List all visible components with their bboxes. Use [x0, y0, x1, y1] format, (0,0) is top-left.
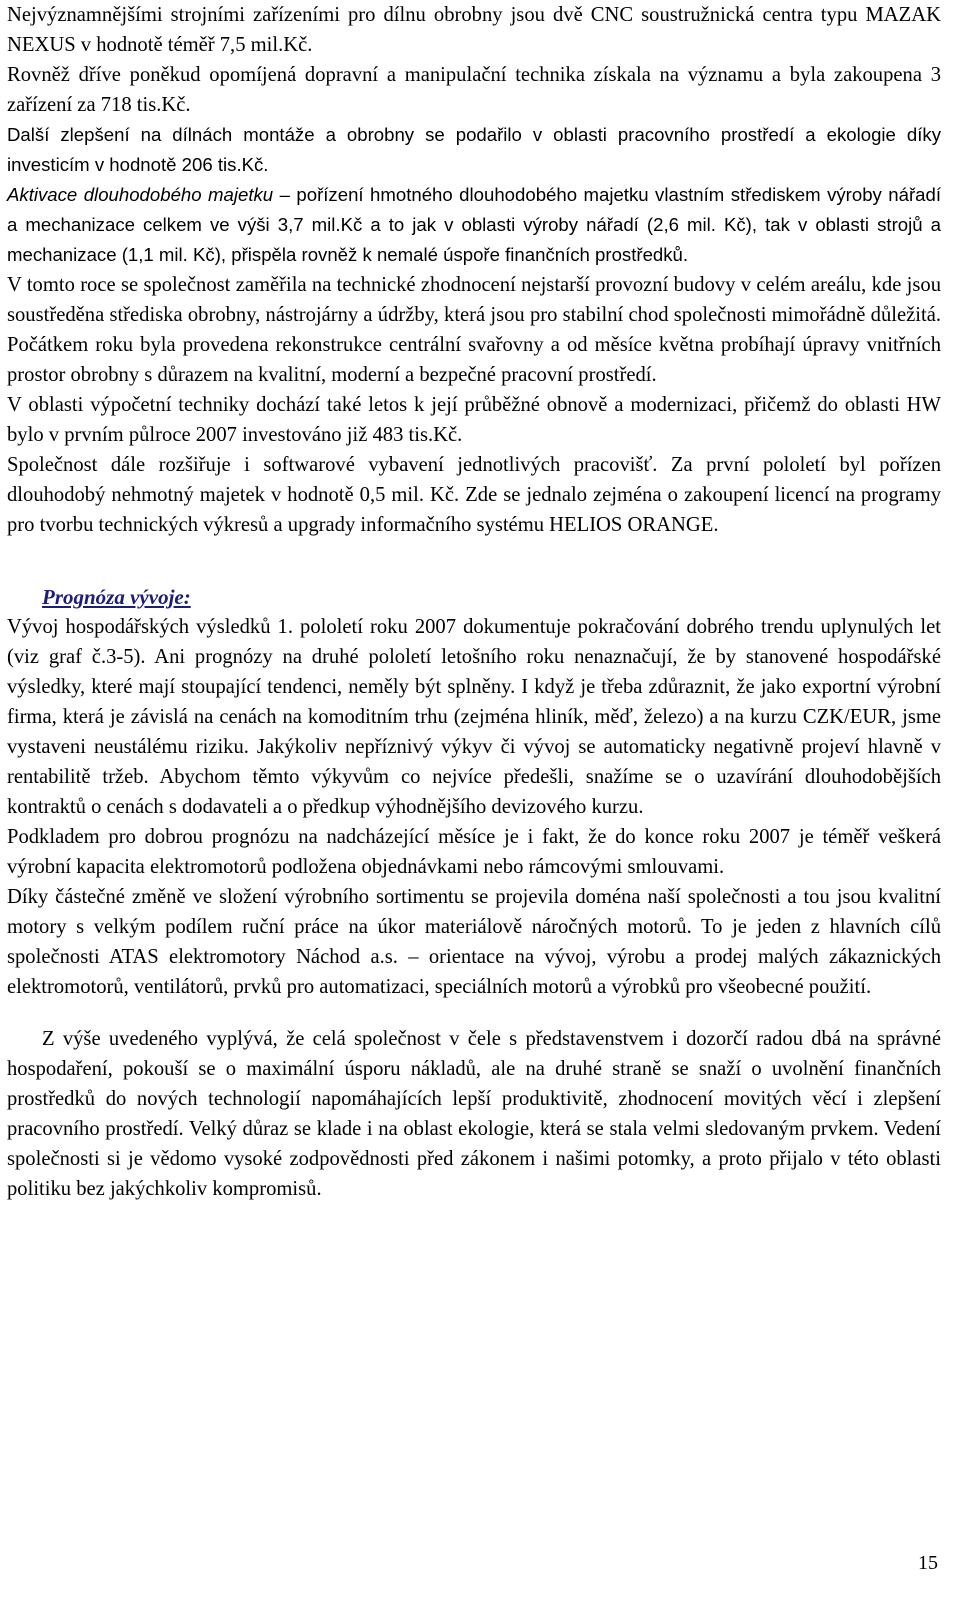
page-number: 15 — [918, 1552, 938, 1574]
document-page — [7, 0, 941, 1204]
paragraph-forecast-results: Vývoj hospodářských výsledků 1. pololetí roku 2007 dokumentuje pokračování dobrého trendu uplynulých let (viz graf č.3-5). Ani prognózy na druhé pololetí letošního roku nenaznačují, že by stanovené hospodářské výsledky, které mají stoupající tendenci, neměly být splněny. I když je třeba zdůraznit, že jako exportní výrobní firma, která je závislá na cenách na komoditním trhu (zejména hliník, měď, železo) a na kurzu CZK/EUR, jsme vystaveni neustálému riziku. Jakýkoliv nepříznivý výkyv či vývoj se automaticky negativně projeví hlavně v rentabilitě tržeb. Abychom těmto výkyvům co nejvíce předešli, snažíme se o uzavírání dlouhodobějších kontraktů o cenách s dodavateli a o předkup výhodnějšího devizového kurzu. — [7, 616, 941, 818]
paragraph-transport-equipment: Rovněž dříve poněkud opomíjená dopravní a manipulační technika získala na významu a byla zakoupena 3 zařízení za 718 tis.Kč. — [7, 64, 941, 116]
paragraph-conclusion: Z výše uvedeného vyplývá, že celá společnost v čele s představenstvem i dozorčí radou dbá na správné hospodaření, pokouší se o maximální úsporu nákladů, ale na druhé straně se snaží o uvolnění finančních prostředků do nových technologií napomáhajících lepší produktivitě, zhodnocení movitých věcí i zlepšení pracovního prostředí. Velký důraz se klade i na oblast ekologie, která se stala velmi sledovaným prvkem. Vedení společnosti si je vědomo vysoké zodpovědnosti před zákonem i našimi potomky, a proto přijalo v této oblasti politiku bez jakýchkoliv kompromisů. — [7, 1028, 941, 1200]
paragraph-workshop-improvements: Další zlepšení na dílnách montáže a obrobny se podařilo v oblasti pracovního prostředí a ekologie díky investicím v hodnotě 206 tis.Kč. — [7, 124, 941, 175]
paragraph-building-renovation: V tomto roce se společnost zaměřila na technické zhodnocení nejstarší provozní budovy v celém areálu, kde jsou soustředěna střediska obrobny, nástrojárny a údržby, která jsou pro stabilní chod společnosti mimořádně důležitá. Počátkem roku byla provedena rekonstrukce centrální svařovny a od měsíce května probíhají úpravy vnitřních prostor obrobny s důrazem na kvalitní, moderní a bezpečné pracovní prostředí. — [7, 274, 941, 386]
paragraph-production-capacity: Podkladem pro dobrou prognózu na nadcházející měsíce je i fakt, že do konce roku 2007 je téměř veškerá výrobní kapacita elektromotorů podložena objednávkami nebo rámcovými smlouvami. — [7, 826, 941, 878]
paragraph-software: Společnost dále rozšiřuje i softwarové vybavení jednotlivých pracovišť. Za první pololetí byl pořízen dlouhodobý nehmotný majetek v hodnotě 0,5 mil. Kč. Zde se jednalo zejména o zakoupení licencí na programy pro tvorbu technických výkresů a upgrady informačního systému HELIOS ORANGE. — [7, 454, 941, 536]
asset-activation-text: – pořízení hmotného dlouhodobého majetku vlastním střediskem výroby nářadí a mechanizace celkem ve výši 3,7 mil.Kč a to jak v oblasti výroby nářadí (2,6 mil. Kč), tak v oblasti strojů a mechanizace (1,1 mil. Kč), přispěla rovněž k nemalé úspoře finančních prostředků. — [7, 184, 941, 265]
paragraph-product-range: Díky částečné změně ve složení výrobního sortimentu se projevila doména naší společnosti a tou jsou kvalitní motory s velkým podílem ruční práce na úkor materiálově náročných motorů. To je jeden z hlavních cílů společnosti ATAS elektromotory Náchod a.s. – orientace na vývoj, výrobu a prodej malých zákaznických elektromotorů, ventilátorů, prvků pro automatizaci, speciálních motorů a výrobků pro všeobecné použití. — [7, 886, 941, 998]
paragraph-cnc-centers: Nejvýznamnějšími strojními zařízeními pro dílnu obrobny jsou dvě CNC soustružnická centra typu MAZAK NEXUS v hodnotě téměř 7,5 mil.Kč. — [7, 4, 941, 56]
asset-activation-term: Aktivace dlouhodobého majetku — [7, 184, 274, 205]
paragraph-it-hardware: V oblasti výpočetní techniky dochází také letos k její průběžné obnově a modernizaci, přičemž do oblasti HW bylo v prvním půlroce 2007 investováno již 483 tis.Kč. — [7, 394, 941, 446]
paragraph-asset-activation — [7, 180, 941, 270]
section-heading-forecast: Prognóza vývoje: — [42, 585, 191, 609]
